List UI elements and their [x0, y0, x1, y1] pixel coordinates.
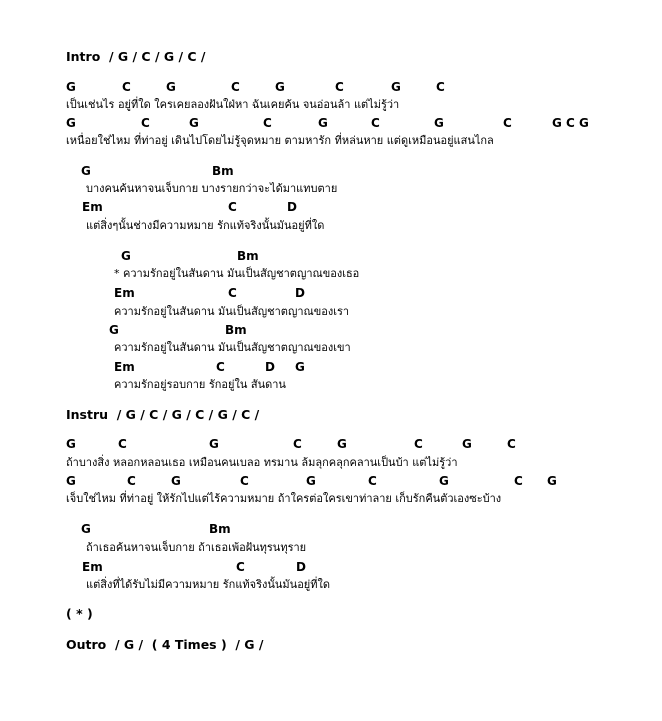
instru-line: Instru / G / C / G / C / G / C / — [66, 407, 260, 422]
verse1-chord: C — [231, 80, 240, 94]
pre1-chord: D — [287, 200, 297, 214]
verse1-chord: G — [66, 116, 76, 130]
verse1-chord: C — [122, 80, 131, 94]
verse2-chord: C — [507, 437, 516, 451]
verse2-chord: G — [209, 437, 219, 451]
verse1-chord: G — [166, 80, 176, 94]
verse2-chord: C — [368, 474, 377, 488]
verse1-chord: G — [391, 80, 401, 94]
verse2-chord: C — [293, 437, 302, 451]
outro-line: Outro / G / ( 4 Times ) / G / — [66, 637, 264, 652]
verse1-chord: G — [275, 80, 285, 94]
chorus-lyric: ความรักอยู่รอบกาย รักอยู่ใน สันดาน — [114, 378, 286, 391]
pre2-chord: Bm — [209, 522, 231, 536]
chorus-chord: Em — [114, 360, 135, 374]
verse2-chord: G — [462, 437, 472, 451]
verse1-chord: G C G — [552, 116, 589, 130]
verse1-chord: G — [66, 80, 76, 94]
chorus-lyric: * ความรักอยู่ในสันดาน มันเป็นสัญชาตญาณของเธอ — [114, 267, 360, 280]
verse1-chord: C — [263, 116, 272, 130]
pre1-chord: G — [81, 164, 91, 178]
chorus-chord: D — [265, 360, 275, 374]
verse1-chord: C — [436, 80, 445, 94]
pre1-chord: Em — [82, 200, 103, 214]
verse1-chord: C — [335, 80, 344, 94]
pre1-chord: Bm — [212, 164, 234, 178]
chorus-chord: D — [295, 286, 305, 300]
chorus-chord: Em — [114, 286, 135, 300]
verse2-chord: G — [66, 437, 76, 451]
pre2-chord: G — [81, 522, 91, 536]
pre2-chord: Em — [82, 560, 103, 574]
verse2-chord: G — [306, 474, 316, 488]
verse2-chord: C — [414, 437, 423, 451]
intro-line: Intro / G / C / G / C / — [66, 49, 206, 64]
chorus-chord: C — [228, 286, 237, 300]
chorus-chord: G — [121, 249, 131, 263]
verse2-chord: G — [171, 474, 181, 488]
verse2-chord: C — [127, 474, 136, 488]
verse1-chord: G — [189, 116, 199, 130]
verse2-lyric: ถ้าบางสิ่ง หลอกหลอนเธอ เหมือนคนเบลอ ทรมาน ล้มลุกคลุกคลานเป็นบ้า แต่ไม่รู้ว่า — [66, 456, 458, 469]
verse1-chord: C — [503, 116, 512, 130]
verse2-chord: C — [514, 474, 523, 488]
chorus-chord: C — [216, 360, 225, 374]
chorus-chord: G — [295, 360, 305, 374]
verse2-chord: C — [118, 437, 127, 451]
verse1-chord: C — [141, 116, 150, 130]
verse1-chord: G — [318, 116, 328, 130]
verse2-chord: G — [337, 437, 347, 451]
verse1-chord: C — [371, 116, 380, 130]
chorus-lyric: ความรักอยู่ในสันดาน มันเป็นสัญชาตญาณของเขา — [114, 341, 351, 354]
pre1-lyric: บางคนค้นหาจนเจ็บกาย บางรายกว่าจะได้มาแทบตาย — [86, 182, 338, 195]
verse1-lyric: เหนื่อยใช่ไหม ที่ท่าอยู่ เดินไปโดยไม่รู้จุดหมาย ตามหารัก ที่หล่นหาย แต่ดูเหมือนอยู่แสนไกล — [66, 134, 494, 147]
chorus-lyric: ความรักอยู่ในสันดาน มันเป็นสัญชาตญาณของเรา — [114, 305, 350, 318]
repeat-marker: ( * ) — [66, 606, 93, 621]
verse2-chord: G — [66, 474, 76, 488]
verse2-chord: C — [240, 474, 249, 488]
verse2-lyric: เจ็บใช่ไหม ที่ท่าอยู่ ให้รักไปแต่ไร้ความหมาย ถ้าใครต่อใครเขาท่าลาย เก็บรักคืนตัวเองซะบ้าง — [66, 492, 502, 505]
pre2-chord: D — [296, 560, 306, 574]
pre2-lyric: ถ้าเธอค้นหาจนเจ็บกาย ถ้าเธอเพ้อฝันทุรนทุราย — [86, 541, 307, 554]
pre2-lyric: แต่สิ่งที่ได้รับไม่มีความหมาย รักแท้จริงนั้นมันอยู่ที่ใด — [86, 578, 331, 591]
verse2-chord: G — [547, 474, 557, 488]
verse1-chord: G — [434, 116, 444, 130]
verse2-chord: G — [439, 474, 449, 488]
chorus-chord: Bm — [237, 249, 259, 263]
chorus-chord: G — [109, 323, 119, 337]
pre1-chord: C — [228, 200, 237, 214]
chorus-chord: Bm — [225, 323, 247, 337]
verse1-lyric: เป็นเช่นไร อยู่ที่ใด ใครเคยลองฝันใฝ่หา ฉันเคยค้น จนอ่อนล้า แต่ไม่รู้ว่า — [66, 98, 400, 111]
pre1-lyric: แต่สิ่งๆนั้นช่างมีความหมาย รักแท้จริงนั้นมันอยู่ที่ใด — [86, 219, 325, 232]
pre2-chord: C — [236, 560, 245, 574]
